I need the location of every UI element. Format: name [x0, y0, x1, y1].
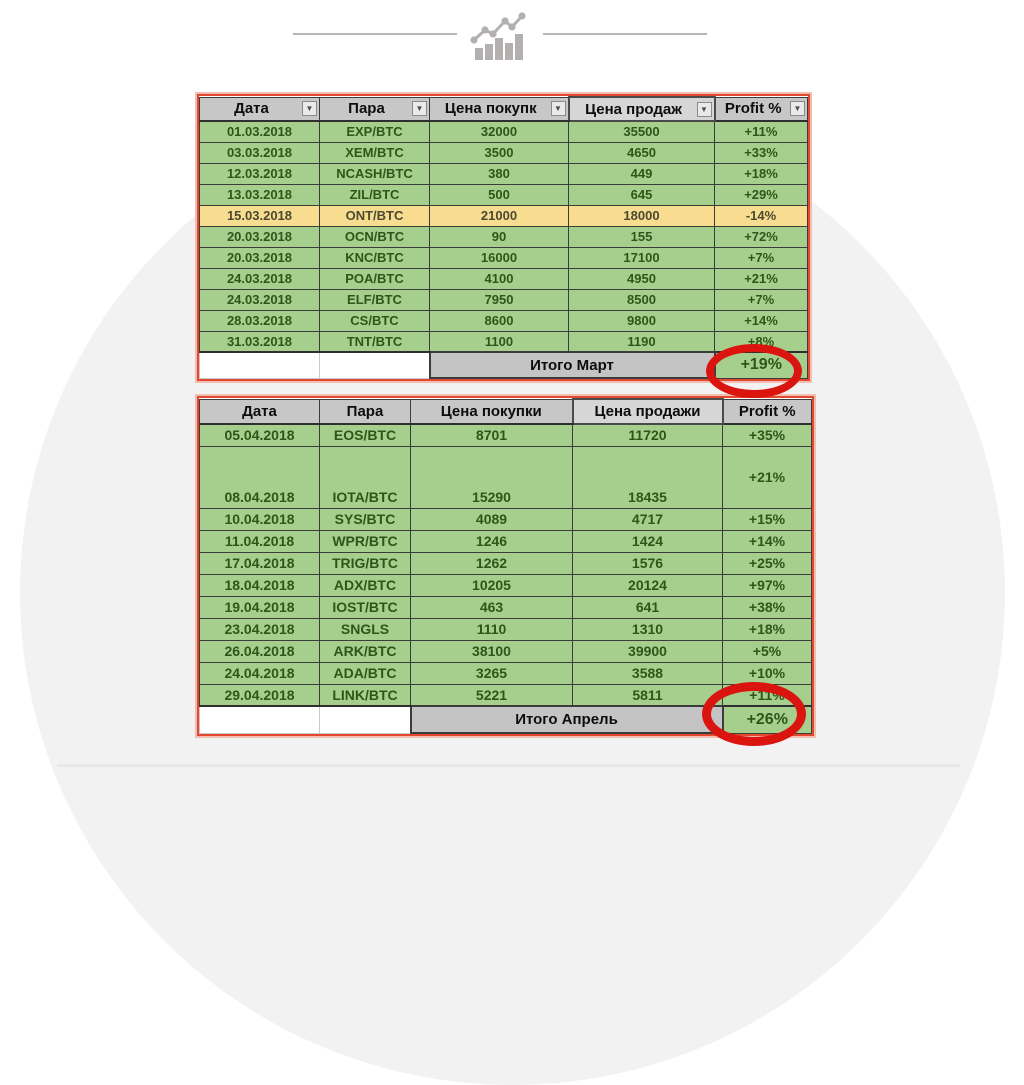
cell-sell-price: 18435 [573, 446, 723, 508]
cell-buy-price: 10205 [411, 574, 573, 596]
cell-date: 24.03.2018 [200, 268, 320, 289]
cell-sell-price: 1190 [569, 331, 715, 352]
cell-buy-price: 7950 [430, 289, 569, 310]
april-header-row [200, 399, 812, 424]
empty-cell [320, 706, 411, 733]
cell-date: 11.04.2018 [200, 530, 320, 552]
table-row [200, 574, 812, 596]
cell-profit: +11% [723, 684, 812, 706]
cell-pair: POA/BTC [320, 268, 430, 289]
cell-buy-price: 32000 [430, 121, 569, 142]
cell-pair: IOTA/BTC [320, 446, 411, 508]
cell-profit: +21% [715, 268, 808, 289]
cell-sell-price: 4650 [569, 142, 715, 163]
cell-sell-price: 449 [569, 163, 715, 184]
march-header-row [200, 97, 808, 121]
table-row [200, 331, 808, 352]
cell-date: 03.03.2018 [200, 142, 320, 163]
table-row [200, 662, 812, 684]
cell-buy-price: 380 [430, 163, 569, 184]
cell-date: 28.03.2018 [200, 310, 320, 331]
cell-sell-price: 5811 [573, 684, 723, 706]
empty-cell [320, 352, 430, 378]
cell-date: 10.04.2018 [200, 508, 320, 530]
cell-profit: +18% [715, 163, 808, 184]
cell-profit: +10% [723, 662, 812, 684]
cell-pair: ONT/BTC [320, 205, 430, 226]
cell-sell-price: 3588 [573, 662, 723, 684]
cell-date: 23.04.2018 [200, 618, 320, 640]
table-row [200, 142, 808, 163]
cell-sell-price: 1576 [573, 552, 723, 574]
table-row [200, 684, 812, 706]
header-label: Profit % [724, 100, 782, 118]
column-header-date [200, 97, 320, 121]
cell-buy-price: 16000 [430, 247, 569, 268]
top-divider [0, 8, 1024, 58]
cell-date: 17.04.2018 [200, 552, 320, 574]
cell-profit: +38% [723, 596, 812, 618]
cell-buy-price: 4100 [430, 268, 569, 289]
cell-pair: EXP/BTC [320, 121, 430, 142]
april-total-label: Итого Апрель [411, 706, 723, 733]
cell-pair: IOST/BTC [320, 596, 411, 618]
header-label: Profit % [738, 402, 796, 420]
cell-pair: ADA/BTC [320, 662, 411, 684]
table-row [200, 121, 808, 142]
cell-pair: EOS/BTC [320, 424, 411, 446]
table-row [200, 268, 808, 289]
cell-date: 26.04.2018 [200, 640, 320, 662]
cell-sell-price: 11720 [573, 424, 723, 446]
cell-buy-price: 500 [430, 184, 569, 205]
cell-buy-price: 1100 [430, 331, 569, 352]
header-label: Цена продаж [585, 100, 682, 118]
header-label: Пара [346, 402, 384, 420]
cell-profit: +14% [715, 310, 808, 331]
cell-buy-price: 1262 [411, 552, 573, 574]
cell-pair: TNT/BTC [320, 331, 430, 352]
table-row [200, 424, 812, 446]
cell-pair: KNC/BTC [320, 247, 430, 268]
filter-dropdown-icon[interactable]: ▼ [697, 102, 712, 117]
cell-profit: +25% [723, 552, 812, 574]
chart-icon [468, 12, 528, 62]
cell-date: 20.03.2018 [200, 247, 320, 268]
cell-profit: +21% [723, 446, 812, 508]
cell-date: 01.03.2018 [200, 121, 320, 142]
table-row [200, 163, 808, 184]
header-label: Дата [234, 100, 269, 118]
cell-buy-price: 1110 [411, 618, 573, 640]
column-header-pair [320, 97, 430, 121]
cell-date: 18.04.2018 [200, 574, 320, 596]
cell-date: 15.03.2018 [200, 205, 320, 226]
cell-date: 24.03.2018 [200, 289, 320, 310]
cell-buy-price: 15290 [411, 446, 573, 508]
divider-line-right [543, 33, 707, 35]
cell-profit: -14% [715, 205, 808, 226]
filter-dropdown-icon[interactable]: ▼ [551, 101, 566, 116]
cell-sell-price: 8500 [569, 289, 715, 310]
march-total-label: Итого Март [430, 352, 715, 378]
cell-profit: +7% [715, 289, 808, 310]
cell-buy-price: 38100 [411, 640, 573, 662]
cell-pair: XEM/BTC [320, 142, 430, 163]
cell-profit: +18% [723, 618, 812, 640]
cell-date: 19.04.2018 [200, 596, 320, 618]
cell-pair: TRIG/BTC [320, 552, 411, 574]
cell-profit: +15% [723, 508, 812, 530]
table-row [200, 552, 812, 574]
cell-pair: ARK/BTC [320, 640, 411, 662]
column-header-buy-price [411, 399, 573, 424]
cell-sell-price: 4950 [569, 268, 715, 289]
cell-pair: OCN/BTC [320, 226, 430, 247]
cell-pair: CS/BTC [320, 310, 430, 331]
cell-sell-price: 18000 [569, 205, 715, 226]
table-row [200, 508, 812, 530]
cell-date: 31.03.2018 [200, 331, 320, 352]
cell-sell-price: 17100 [569, 247, 715, 268]
column-header-date [200, 399, 320, 424]
cell-profit: +72% [715, 226, 808, 247]
column-header-buy-price [430, 97, 569, 121]
column-header-profit [723, 399, 812, 424]
cell-profit: +14% [723, 530, 812, 552]
cell-sell-price: 4717 [573, 508, 723, 530]
table-row [200, 618, 812, 640]
table-row [200, 530, 812, 552]
cell-buy-price: 3265 [411, 662, 573, 684]
divider-line-left [293, 33, 457, 35]
column-header-sell-price [569, 97, 715, 121]
march-table [197, 94, 810, 381]
cell-buy-price: 3500 [430, 142, 569, 163]
cell-buy-price: 4089 [411, 508, 573, 530]
april-total-row [200, 706, 812, 733]
cell-pair: LINK/BTC [320, 684, 411, 706]
filter-dropdown-icon[interactable]: ▼ [302, 101, 317, 116]
cell-pair: SYS/BTC [320, 508, 411, 530]
cell-sell-price: 39900 [573, 640, 723, 662]
cell-pair: ZIL/BTC [320, 184, 430, 205]
cell-date: 05.04.2018 [200, 424, 320, 446]
cell-profit: +7% [715, 247, 808, 268]
header-label: Цена продажи [594, 403, 701, 420]
cell-sell-price: 1424 [573, 530, 723, 552]
header-label: Дата [242, 402, 277, 420]
empty-cell [200, 352, 320, 378]
header-label: Цена покупк [444, 100, 537, 118]
cell-profit: +33% [715, 142, 808, 163]
header-label: Цена покупки [440, 402, 542, 420]
table-row [200, 289, 808, 310]
table-row [200, 226, 808, 247]
cell-buy-price: 1246 [411, 530, 573, 552]
cell-date: 20.03.2018 [200, 226, 320, 247]
table-row [200, 446, 812, 508]
cell-pair: WPR/BTC [320, 530, 411, 552]
table-row [200, 205, 808, 226]
cell-buy-price: 5221 [411, 684, 573, 706]
march-total-value: +19% [715, 352, 808, 378]
cell-sell-price: 155 [569, 226, 715, 247]
cell-pair: SNGLS [320, 618, 411, 640]
cell-profit: +11% [715, 121, 808, 142]
cell-sell-price: 20124 [573, 574, 723, 596]
cell-pair: ELF/BTC [320, 289, 430, 310]
header-label: Пара [348, 100, 385, 118]
cell-buy-price: 8600 [430, 310, 569, 331]
cell-date: 29.04.2018 [200, 684, 320, 706]
empty-cell [200, 706, 320, 733]
cell-sell-price: 9800 [569, 310, 715, 331]
table-row [200, 247, 808, 268]
cell-buy-price: 90 [430, 226, 569, 247]
cell-pair: ADX/BTC [320, 574, 411, 596]
cell-profit: +97% [723, 574, 812, 596]
column-header-pair [320, 399, 411, 424]
april-table [197, 396, 814, 736]
table-row [200, 640, 812, 662]
cell-profit: +29% [715, 184, 808, 205]
cell-pair: NCASH/BTC [320, 163, 430, 184]
cell-sell-price: 35500 [569, 121, 715, 142]
table-row [200, 310, 808, 331]
table-row [200, 184, 808, 205]
table-row [200, 596, 812, 618]
cell-date: 24.04.2018 [200, 662, 320, 684]
cell-buy-price: 463 [411, 596, 573, 618]
filter-dropdown-icon[interactable]: ▼ [412, 101, 427, 116]
cell-date: 13.03.2018 [200, 184, 320, 205]
cell-buy-price: 21000 [430, 205, 569, 226]
cell-profit: +8% [715, 331, 808, 352]
cell-sell-price: 641 [573, 596, 723, 618]
cell-profit: +35% [723, 424, 812, 446]
march-total-row [200, 352, 808, 378]
cell-profit: +5% [723, 640, 812, 662]
filter-dropdown-icon[interactable]: ▼ [790, 101, 805, 116]
cell-buy-price: 8701 [411, 424, 573, 446]
column-header-profit [715, 97, 808, 121]
april-total-value: +26% [723, 706, 812, 733]
column-header-sell-price [573, 399, 723, 424]
cell-sell-price: 645 [569, 184, 715, 205]
cell-date: 08.04.2018 [200, 446, 320, 508]
cell-date: 12.03.2018 [200, 163, 320, 184]
cell-sell-price: 1310 [573, 618, 723, 640]
